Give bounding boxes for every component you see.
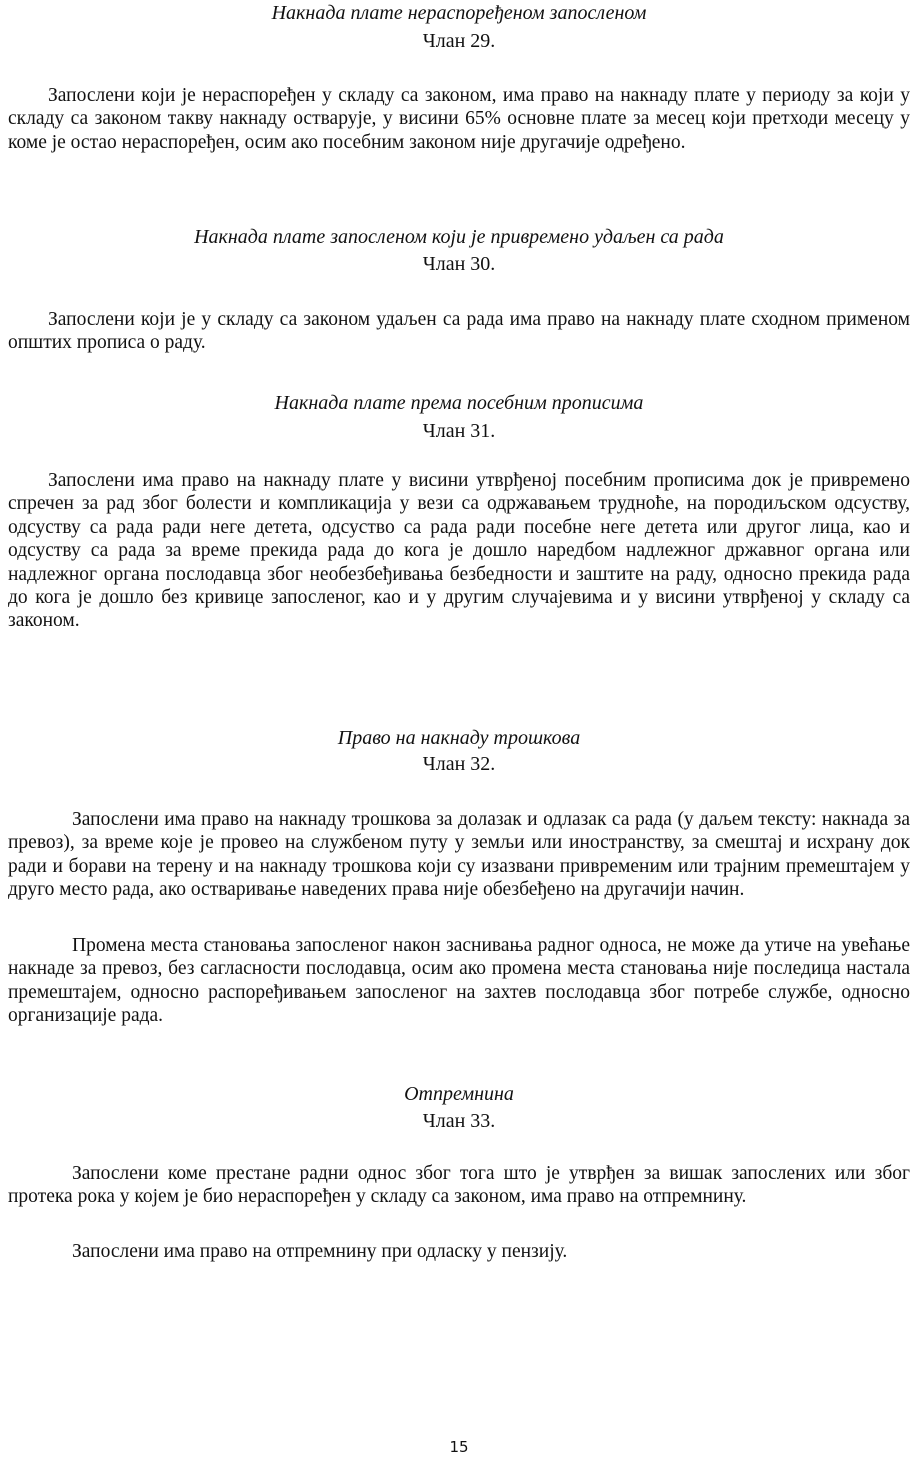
article-30-title: Накнада плате запосленом који је привремено удаљен са рада (194, 226, 724, 248)
article-32-paragraph-2: Промена места становања запосленог након заснивања радног односа, не може да утиче на увећање накнаде за превоз, без сагласности послодавца, осим ако промена места становања није последица настала премештајем, односно распоређивањем запосленог на захтев послодавца због потребе службе, односно организације рада. (8, 935, 910, 1027)
page-number: 15 (449, 1438, 469, 1456)
article-30-number: Члан 30. (422, 253, 496, 275)
article-29-number: Члан 29. (422, 30, 496, 52)
article-31-paragraph-1: Запослени има право на накнаду плате у висини утврђеној посебним прописима док је привремено спречен за рад због болести и компликација у вези са одржавањем трудноће, на породиљском одсуству, одсуству са рада ради неге детета, одсуство са рада ради посебне неге детета или другог лица, као и одсуству са рада за време прекида рада до кога је дошло наредбом надлежног државног органа или надлежног органа послодавца због необезбеђивања безбедности и заштите на раду, односно прекида рада до кога је дошло без кривице запосленог, као и у другим случајевима и у висини утврђеној у складу са законом. (8, 470, 910, 632)
article-33-paragraph-1: Запослени коме престане радни однос због тога што је утврђен за вишак запослених или због протека рока у којем је био нераспоређен у складу са законом, има право на отпремнину. (8, 1163, 910, 1208)
article-29-paragraph-1: Запослени који је нераспоређен у складу са законом, има право на накнаду плате у периоду за који у складу са законом такву накнаду остварује, у висини 65% основне плате за месец који претходи месецу у коме је остао нераспоређен, осим ако посебним законом није другачије одређено. (8, 85, 910, 153)
article-33-paragraph-2: Запослени има право на отпремнину при одласку у пензију. (72, 1241, 568, 1262)
article-31-title: Накнада плате према посебним прописима (274, 392, 644, 414)
article-32-paragraph-1: Запослени има право на накнаду трошкова за долазак и одлазак са рада (у даљем тексту: накнада за превоз), за време које је провео на службеном путу у земљи или иностранству, за смештај и исхрану док ради и борави на терену и на накнаду трошкова који су изазвани привременим или трајним премештајем у друго место рада, ако остваривање наведених права није обезбеђено на другачији начин. (8, 809, 910, 901)
article-31-number: Члан 31. (422, 420, 496, 442)
article-29-title: Накнада плате нераспоређеном запосленом (271, 2, 647, 24)
article-32-number: Члан 32. (422, 753, 496, 775)
article-30-paragraph-1: Запослени који је у складу са законом удаљен са рада има право на накнаду плате сходном применом општих прописа о раду. (8, 309, 910, 354)
article-33-number: Члан 33. (422, 1110, 496, 1132)
article-33-title: Отпремнина (404, 1083, 514, 1105)
article-32-title: Право на накнаду трошкова (337, 727, 581, 749)
